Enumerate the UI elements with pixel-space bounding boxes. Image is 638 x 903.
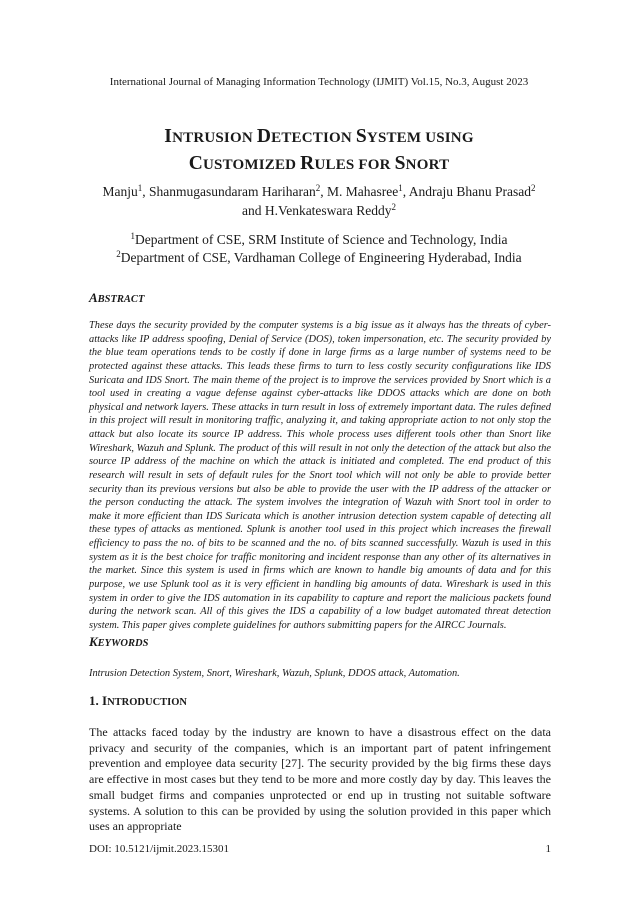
introduction-text: The attacks faced today by the industry are known to have a disastrous effect on the data privacy and security of the companies, which is an important part of patent infringement prevention and employee data security [27]. The security provided by the big firms these days are effective in most cases but they tend to be more and more costly day by day. This leaves the small budget firms and companies unprotected or end up in trusting not suitable software systems. A solution to this can be provided by using the solution provided in this paper which uses an appropriate: [89, 725, 551, 834]
doi-link[interactable]: DOI: 10.5121/ijmit.2023.15301: [89, 843, 229, 855]
abstract-text: These days the security provided by the computer systems is a big issue as it always has the threats of cyber-attacks like IP address spoofing, Denial of Service (DOS), token impersonation, etc. The security provided by the blue team operations tends to be costly if done in large firms as a large number of systems need to be protected against these attacks. This leads these firms to turn to less costly security configurations like IDS Suricata and IDS Snort. The main theme of the project is to improve the services provided by Snort which is a tool used in creating a vague defense against cyber-attacks like DDOS attacks which are done on both physical and network layers. These attacks in turn result in loss of extremely important data. The rules defined in this project will result in monitoring traffic, analyzing it, and taking appropriate action to not only stop the attack but also locate its source IP address. This whole process uses different tools other than Snort like Wireshark, Wazuh and Splunk. The product of this will result in not only the detection of the attack but also the source IP address of the machine on which the attack is initiated and completed. The end product of this research will result in sets of default rules for the Snort tool which will not only be able to provide better security than its previous versions but also be able to provide the user with the IP address of the attacker or the person conducting the attack. The system involves the integration of Wazuh with Snort tool in order to make it more efficient than IDS Suricata which is another intrusion detection system capable of detecting all these types of attacks as mentioned. Splunk is another tool used in this project which increases the firewall efficiency to pass the no. of bits to be scanned and the no. of bits scanned successfully. Wazuh is used in this system as it is the best choice for traffic monitoring and incident response than any other of its alternatives in the market. Since this system is used in firms which are known to handle big amounts of data and for this purpose, we use Splunk tool as it is very efficient in handling big amounts of data. Wireshark is used in this system in order to give the IDS automation in its capability to capture and report the malicious packets found during the network scan. All of this gives the IDS a capability of a low budget automated threat detection system. This paper gives complete guidelines for authors submitting papers for the AIRCC Journals.: [89, 320, 551, 631]
page-footer: [89, 843, 551, 855]
affiliations: [60, 231, 578, 267]
author-name: , Andraju Bhanu Prasad: [402, 184, 532, 199]
introduction-heading: 1. INTRODUCTION: [89, 693, 187, 708]
keywords-heading: KEYWORDS: [89, 634, 149, 649]
author-name: , Shanmugasundaram Hariharan: [142, 184, 316, 199]
author-list: Manju$^1$, Shanmugasundaram Hariharan$^2$, M. Mahasree$^1$, Andraju Bhanu Prasad$^2$ and H.Venkateswara Reddy$^2$: [102, 183, 536, 218]
title-line-1: INTRUSION DETECTION SYSTEM USING: [164, 126, 474, 147]
running-header: International Journal of Managing Information Technology (IJMIT) Vol.15, No.3, August 2023: [109, 76, 529, 88]
affiliation-1: $^1$Department of CSE, SRM Institute of Science and Technology, India: [130, 231, 508, 247]
page-number: 1: [545, 843, 551, 855]
abstract-heading: ABSTRACT: [89, 290, 145, 305]
paper-title: [0, 124, 638, 178]
keywords-text: Intrusion Detection System, Snort, Wireshark, Wazuh, Splunk, DDOS attack, Automation.: [89, 668, 460, 679]
author-name: , M. Mahasree: [320, 184, 399, 199]
affiliation-2: $^2$Department of CSE, Vardhaman College of Engineering Hyderabad, India: [116, 249, 522, 265]
author-name: Manju: [102, 184, 138, 199]
title-line-2: CUSTOMIZED RULES FOR SNORT: [188, 153, 450, 174]
author-name: and H.Venkateswara Reddy: [241, 203, 392, 218]
